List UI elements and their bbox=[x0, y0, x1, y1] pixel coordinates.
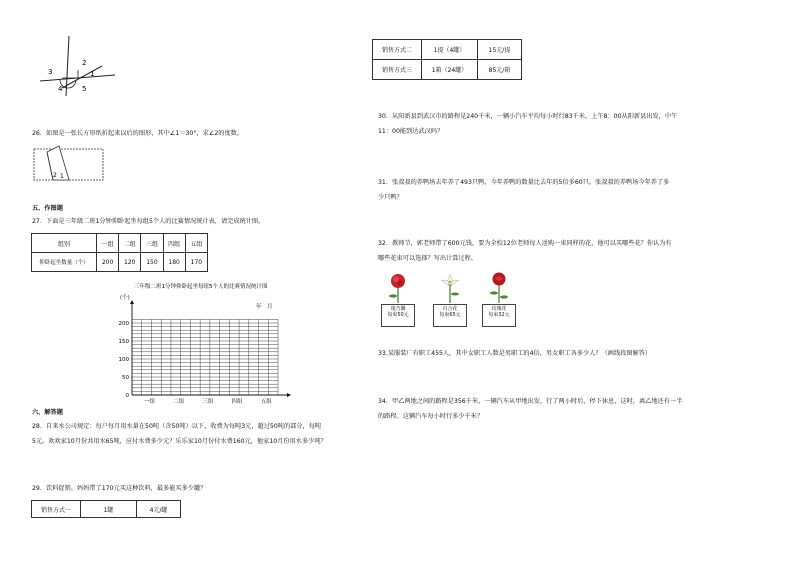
q27-value-cell: 120 bbox=[119, 253, 141, 272]
angle-figure bbox=[40, 36, 120, 98]
sales-table-1 bbox=[31, 500, 181, 518]
angle-label-3: 3 bbox=[48, 68, 53, 76]
q27-table bbox=[31, 233, 208, 272]
sales-qty: 1箱（24罐） bbox=[422, 60, 478, 80]
flower-label bbox=[433, 304, 467, 327]
chart-x-categories bbox=[144, 397, 272, 405]
q28-line1: 28．自来水公司规定：每户每月用水量在50吨（含50吨）以下，收费为每吨3元，超过50吨的部分，每吨 bbox=[32, 423, 322, 430]
angle-label-5: 5 bbox=[82, 85, 87, 93]
sales-table-2 bbox=[372, 39, 522, 80]
chart-y-tick-label: 150 bbox=[118, 339, 129, 345]
flower-label bbox=[381, 304, 415, 327]
flower-price: 每束65元 bbox=[439, 312, 461, 319]
chart-title: 三年级二班1分钟仰卧起坐每组5个人的比赛情况统计图 bbox=[134, 284, 268, 290]
section5-title: 五、作图题 bbox=[32, 205, 63, 212]
flower-price: 每束32元 bbox=[488, 312, 510, 319]
flower-name: 康乃馨 bbox=[390, 306, 406, 312]
flower-name: 玫瑰花 bbox=[491, 306, 507, 312]
flower-carnation bbox=[381, 270, 415, 332]
q27-text: 27．下面是三年级二班1分钟仰卧起坐每组5个人的比赛情况统计表，请完成统计图。 bbox=[32, 218, 265, 225]
sales-mode: 销售方式二 bbox=[373, 40, 422, 60]
q34-line1: 34．甲乙两地之间的路程是356千米，一辆汽车从甲地出发，行了两小时后，停下休息，这时，离乙地还有一半 bbox=[378, 398, 683, 405]
q27-header-cell: 二组 bbox=[119, 234, 141, 253]
q32-line1: 32．教师节，郭老师带了600元钱，要为全校12位老师每人送购一束同样的花，他可以买哪些花？你认为有 bbox=[378, 240, 672, 247]
angle-label-4: 4 bbox=[58, 85, 63, 93]
q27-chart[interactable] bbox=[110, 280, 300, 405]
sales-mode: 销售方式一 bbox=[32, 501, 81, 518]
angle-label-1: 1 bbox=[90, 70, 95, 78]
chart-y-ticks bbox=[119, 321, 130, 399]
section6-title: 六、解答题 bbox=[32, 409, 63, 416]
carnation-icon bbox=[381, 270, 415, 304]
sales-price: 4元/罐 bbox=[137, 501, 181, 518]
chart-y-tick-label: 50 bbox=[122, 375, 129, 381]
q34-line2: 的路程。这辆汽车每小时行多少千米？ bbox=[378, 413, 484, 420]
chart-y-arrow bbox=[130, 300, 134, 304]
chart-x-category-label: 三组 bbox=[202, 399, 214, 405]
rose-icon bbox=[482, 270, 516, 304]
q27-value-cell: 180 bbox=[163, 253, 185, 272]
sales-price: 15元/提 bbox=[478, 40, 522, 60]
chart-unit: (个) bbox=[120, 295, 130, 301]
lily-icon bbox=[433, 270, 467, 304]
chart-x-category-label: 四组 bbox=[231, 399, 243, 405]
q31-line2: 少只鸭？ bbox=[378, 194, 403, 201]
chart-x-category-label: 五组 bbox=[260, 399, 272, 405]
chart-y-tick-label: 100 bbox=[118, 357, 129, 363]
q27-header-cell: 一组 bbox=[97, 234, 119, 253]
q26-text: 26．如图是一张长方形纸折起来以后的图形，其中∠1＝30°，求∠2的度数。 bbox=[32, 130, 244, 137]
chart-x-arrow bbox=[287, 393, 291, 397]
sales-qty: 1提（4罐） bbox=[422, 40, 478, 60]
flower-label bbox=[482, 304, 516, 327]
chart-x-category-label: 二组 bbox=[173, 399, 185, 405]
flower-name: 百合花 bbox=[442, 306, 458, 312]
fold-label-2: 2 bbox=[53, 172, 57, 179]
q30-line2: 11：00能到达武汉吗？ bbox=[378, 128, 444, 135]
flower-rose bbox=[482, 270, 516, 332]
sales-mode: 销售方式三 bbox=[373, 60, 422, 80]
sales-qty: 1罐 bbox=[81, 501, 137, 518]
sales-price: 85元/箱 bbox=[478, 60, 522, 80]
chart-grid bbox=[130, 300, 291, 397]
chart-y-tick-label: 0 bbox=[125, 393, 129, 399]
q27-header-cell: 四组 bbox=[163, 234, 185, 253]
q28-line2: 5元。欢欢家10月份共用水65吨，应付水费多少元？乐乐家10月份付水费160元，他家10月份用水多少吨？ bbox=[32, 438, 327, 445]
q27-header-cell: 组别 bbox=[32, 234, 97, 253]
chart-date: 年 月 bbox=[256, 304, 273, 310]
angle-label-2: 2 bbox=[82, 59, 87, 67]
q27-value-cell: 170 bbox=[185, 253, 207, 272]
fold-figure bbox=[33, 140, 105, 182]
q29-text: 29．饮料促销。妈妈带了170元买这种饮料，最多能买多少罐？ bbox=[32, 485, 207, 492]
chart-y-tick-label: 200 bbox=[118, 321, 129, 327]
q27-header-cell: 五组 bbox=[185, 234, 207, 253]
flower-price: 每束50元 bbox=[387, 312, 409, 319]
q27-value-cell: 150 bbox=[141, 253, 163, 272]
q27-value-cell: 仰卧起坐数量（个） bbox=[32, 253, 97, 272]
chart-x-category-label: 一组 bbox=[143, 399, 155, 405]
q30-line1: 30．从阳新县到武汉市的路程是240千米，一辆小汽车平均每小时行83千米，上午8：00从阳新县出发，中午 bbox=[378, 113, 678, 120]
q27-header-cell: 三组 bbox=[141, 234, 163, 253]
q27-value-cell: 200 bbox=[97, 253, 119, 272]
fold-label-1: 1 bbox=[60, 173, 64, 180]
q32-line2: 哪些花束可以选择？写出计算过程。 bbox=[378, 255, 477, 262]
flower-lily bbox=[433, 270, 467, 332]
q33-text: 33.某服装厂有职工455人，其中女职工人数是男职工的4倍，男女职工各多少人？（画线段图解答） bbox=[378, 350, 652, 357]
q31-line1: 31．张叔叔的养鸭场去年养了493只鸭，今年养鸭的数量比去年的5倍多60只。张叔叔的养鸭场今年养了多 bbox=[378, 179, 670, 186]
